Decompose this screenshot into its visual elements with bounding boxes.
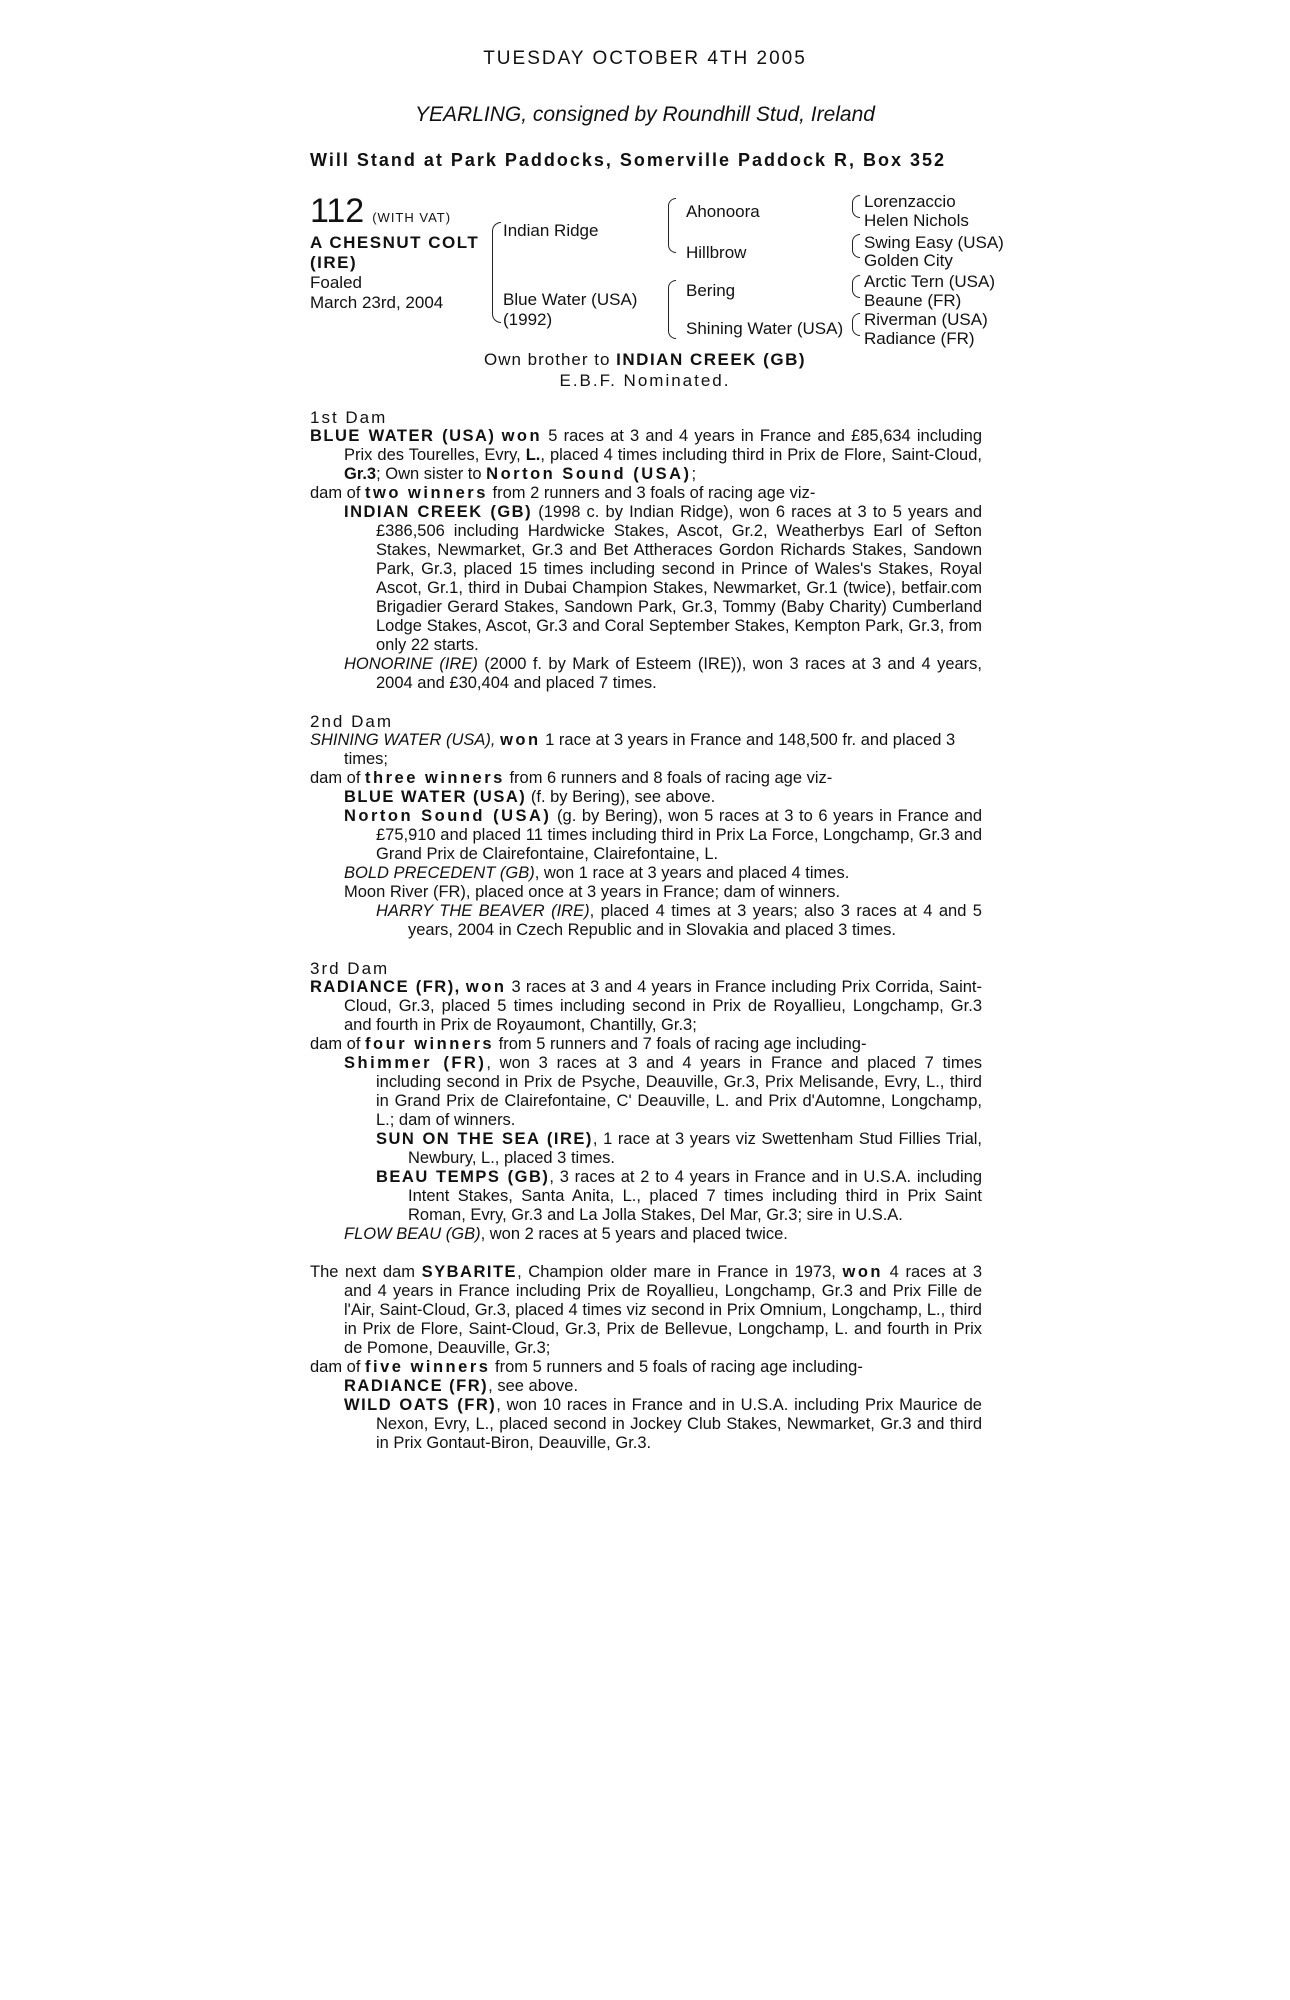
- brother-prefix: Own brother to: [483, 350, 611, 369]
- dam-year: (1992): [503, 310, 553, 329]
- produce-entry: [310, 1225, 982, 1244]
- g3-7: Riverman (USA): [864, 310, 988, 329]
- horse-origin: (IRE): [310, 253, 358, 272]
- pedigree-brace: [852, 325, 860, 336]
- produce-name: RADIANCE (FR): [344, 1377, 489, 1395]
- produce-text: (1998 c. by Indian Ridge), won 6 races at 3 to 5 years and £386,506 including Hardwicke Stakes, Ascot, Gr.2, Weatherbys Earl of Sefton Stakes, Newmarket, Gr.3 and Bet Attheraces Gordon Richards Stakes, Sandown Park, Gr.3, placed 15 times including second in Prince of Wales's Stakes, Royal Ascot, Gr.1, third in Dubai Champion Stakes, Newmarket, Gr.1 (twice), betfair.com Brigadier Gerard Stakes, Sandown Park, Gr.3, Tommy (Baby Charity) Cumberland Lodge Stakes, Ascot, Gr.3 and Coral September Stakes, Kempton Park, Gr.3, from only 22 starts.: [376, 503, 983, 654]
- lot-number-value: 112: [310, 192, 365, 230]
- sire-dam: Hillbrow: [686, 243, 747, 262]
- dam-sire: Bering: [686, 281, 736, 300]
- produce-text: , won 2 races at 5 years and placed twice.: [480, 1225, 788, 1243]
- won-label: won: [842, 1263, 884, 1281]
- horse-type: A CHESNUT COLT: [310, 233, 480, 252]
- race-text: 5 races at 3 and 4 years in France and £85,634 including Prix des Tourelles, Evry,: [344, 427, 983, 464]
- produce-entry: [310, 807, 982, 864]
- produce-entry: [310, 503, 982, 655]
- produce-name: HARRY THE BEAVER (IRE): [376, 902, 590, 920]
- sire-sire: Ahonoora: [686, 202, 760, 221]
- foaled-date: March 23rd, 2004: [310, 293, 444, 312]
- group-label: Gr.3: [344, 465, 377, 483]
- g3-6: Beaune (FR): [864, 291, 962, 310]
- produce-text: , won 10 races in France and in U.S.A. including Prix Maurice de Nexon, Evry, L., placed second in Jockey Club Stakes, Newmarket, Gr.3 and third in Prix Gontaut-Biron, Deauville, Gr.3.: [376, 1396, 982, 1452]
- won-label: won: [500, 731, 541, 749]
- own-brother-note: [0, 350, 1290, 370]
- produce-name: INDIAN CREEK (GB): [344, 503, 533, 521]
- produce-text: from 6 runners and 8 foals of racing age viz-: [509, 769, 833, 787]
- g3-4: Golden City: [864, 251, 953, 270]
- winner-count: four winners: [365, 1035, 495, 1053]
- produce-name: BEAU TEMPS (GB): [376, 1168, 550, 1186]
- second-dam-produce-summary: [310, 769, 982, 788]
- produce-text: , won 1 race at 3 years and placed 4 times.: [534, 864, 850, 882]
- sale-date: TUESDAY OCTOBER 4TH 2005: [483, 48, 807, 69]
- produce-name: Shimmer (FR): [344, 1054, 487, 1072]
- g3-2: Helen Nichols: [864, 211, 969, 230]
- produce-name: HONORINE (IRE): [344, 655, 478, 673]
- produce-entry: [310, 1377, 982, 1396]
- produce-text: (2000 f. by Mark of Esteem (IRE)), won 3 races at 3 and 4 years, 2004 and £30,404 and placed 7 times.: [376, 655, 982, 692]
- race-text: , placed 4 times including third in Prix de Flore, Saint-Cloud,: [540, 446, 982, 464]
- produce-name: WILD OATS (FR): [344, 1396, 497, 1414]
- winner-count: two winners: [365, 484, 488, 502]
- produce-text: from 5 runners and 7 foals of racing age including-: [498, 1035, 867, 1053]
- first-dam-record: [310, 427, 982, 484]
- ebf-note: E.B.F. Nominated.: [559, 371, 731, 390]
- produce-text: , 1 race at 3 years viz Swettenham Stud Fillies Trial, Newbury, L., placed 3 times.: [408, 1130, 982, 1167]
- pedigree-brace: [668, 198, 676, 225]
- race-text: 1 race at 3 years in France and 148,500 fr. and placed 3 times;: [344, 731, 956, 768]
- foaled-label: Foaled: [310, 273, 362, 292]
- third-dam-record: [310, 978, 982, 1035]
- race-text: ; Own sister to: [376, 465, 482, 483]
- produce-text: , see above.: [488, 1377, 579, 1395]
- produce-entry: [310, 1130, 982, 1168]
- produce-name: BOLD PRECEDENT (GB): [344, 864, 535, 882]
- dam-of-label: dam of: [310, 1035, 361, 1053]
- listed-label: L.: [525, 446, 541, 464]
- race-text: , Champion older mare in France in 1973,: [517, 1263, 836, 1281]
- produce-entry: [310, 902, 982, 940]
- produce-entry: [310, 1396, 982, 1453]
- next-dam-produce-summary: [310, 1358, 982, 1377]
- dam-name: SHINING WATER (USA),: [310, 731, 496, 749]
- pedigree-brace: [852, 246, 860, 258]
- pedigree-brace: [852, 286, 860, 298]
- pedigree-brace: [668, 280, 676, 303]
- won-label: won: [501, 427, 543, 445]
- next-dam-record: [310, 1263, 982, 1358]
- g3-1: Lorenzaccio: [864, 192, 956, 211]
- produce-text: , placed 4 times at 3 years; also 3 races at 4 and 5 years, 2004 in Czech Republic and in Slovakia and placed 3 times.: [408, 902, 982, 939]
- g3-3: Swing Easy (USA): [864, 233, 1004, 252]
- first-dam-produce-summary: [310, 484, 982, 503]
- pedigree-brace: [852, 206, 860, 218]
- second-dam-record: [310, 731, 982, 769]
- produce-text: , won 3 races at 3 and 4 years in France and placed 7 times including second in Prix de Psyche, Deauville, Gr.3, Prix Melisande, Evry, L., third in Grand Prix de Clairefontaine, C' Deauville, L. and Prix d'Automne, Longchamp, L.; dam of winners.: [376, 1054, 982, 1129]
- sister-name: Norton Sound (USA): [486, 465, 692, 483]
- produce-entry: [310, 655, 982, 693]
- catalogue-body: [310, 408, 982, 1453]
- pedigree-brace: [492, 262, 501, 323]
- horse-description: [310, 233, 479, 313]
- third-dam-heading: 3rd Dam: [310, 959, 390, 978]
- produce-name: BLUE WATER (USA): [344, 788, 527, 806]
- sire: Indian Ridge: [503, 221, 599, 240]
- third-dam-produce-summary: [310, 1035, 982, 1054]
- won-label: won: [465, 978, 507, 996]
- winner-count: five winners: [365, 1358, 491, 1376]
- dam-of-label: dam of: [310, 1358, 361, 1376]
- first-dam-heading: 1st Dam: [310, 408, 388, 427]
- winner-count: three winners: [365, 769, 505, 787]
- dam-name: SYBARITE: [421, 1263, 518, 1281]
- race-text: ;: [691, 465, 697, 483]
- dam-of-label: dam of: [310, 484, 361, 502]
- produce-entry: [310, 788, 982, 807]
- pedigree-brace: [668, 224, 676, 253]
- produce-entry: Moon River (FR), placed once at 3 years in France; dam of winners.: [344, 883, 841, 901]
- lot-number: [310, 192, 451, 231]
- pedigree-brace: [492, 222, 501, 263]
- g3-5: Arctic Tern (USA): [864, 272, 995, 291]
- stand-location: Will Stand at Park Paddocks, Somerville Paddock R, Box 352: [310, 150, 947, 170]
- consignment-line: YEARLING, consigned by Roundhill Stud, Ireland: [415, 103, 875, 126]
- produce-text: from 5 runners and 5 foals of racing age including-: [495, 1358, 863, 1376]
- race-text: 4 races at 3 and 4 years in France including Prix de Royallieu, Longchamp, Gr.3 and Prix Fille de l'Air, Saint-Cloud, Gr.3, placed 4 times viz second in Prix Omnium, Longchamp, L., third in Prix de Flore, Saint-Cloud, Gr.3, Prix de Bellevue, Longchamp, L. and fourth in Prix de Pomone, Deauville, Gr.3;: [344, 1263, 983, 1357]
- dam-name: BLUE WATER (USA): [310, 427, 496, 445]
- produce-text: , 3 races at 2 to 4 years in France and in U.S.A. including Intent Stakes, Santa Anita, L., placed 7 times including third in Prix Saint Roman, Evry, Gr.3 and La Jolla Stakes, Del Mar, Gr.3; sire in U.S.A.: [408, 1168, 982, 1224]
- dam-dam: Shining Water (USA): [686, 319, 844, 338]
- produce-text: (f. by Bering), see above.: [530, 788, 716, 806]
- dam-of-label: dam of: [310, 769, 361, 787]
- produce-text: from 2 runners and 3 foals of racing age viz-: [492, 484, 816, 502]
- next-dam-label: The next dam: [310, 1263, 415, 1281]
- produce-entry: [310, 1168, 982, 1225]
- dam: Blue Water (USA): [503, 290, 638, 309]
- vat-label: (WITH VAT): [372, 210, 452, 225]
- produce-entry: [310, 864, 982, 883]
- second-dam-heading: 2nd Dam: [310, 712, 393, 731]
- dam-name: RADIANCE (FR),: [310, 978, 461, 996]
- produce-name: Norton Sound (USA): [344, 807, 552, 825]
- produce-name: FLOW BEAU (GB): [344, 1225, 481, 1243]
- g3-8: Radiance (FR): [864, 329, 975, 348]
- produce-entry: [310, 1054, 982, 1130]
- race-text: 3 races at 3 and 4 years in France including Prix Corrida, Saint-Cloud, Gr.3, placed 5 times including second in Prix de Royallieu, Longchamp, Gr.3 and fourth in Prix de Royaumont, Chantilly, Gr.3;: [344, 978, 982, 1034]
- produce-name: SUN ON THE SEA (IRE): [376, 1130, 593, 1148]
- brother-name: INDIAN CREEK (GB): [616, 350, 807, 369]
- produce-text: (g. by Bering), won 5 races at 3 to 6 years in France and £75,910 and placed 11 times including third in Prix La Force, Longchamp, Gr.3 and Grand Prix de Clairefontaine, Clairefontaine, L.: [376, 807, 982, 863]
- pedigree-brace: [668, 302, 676, 339]
